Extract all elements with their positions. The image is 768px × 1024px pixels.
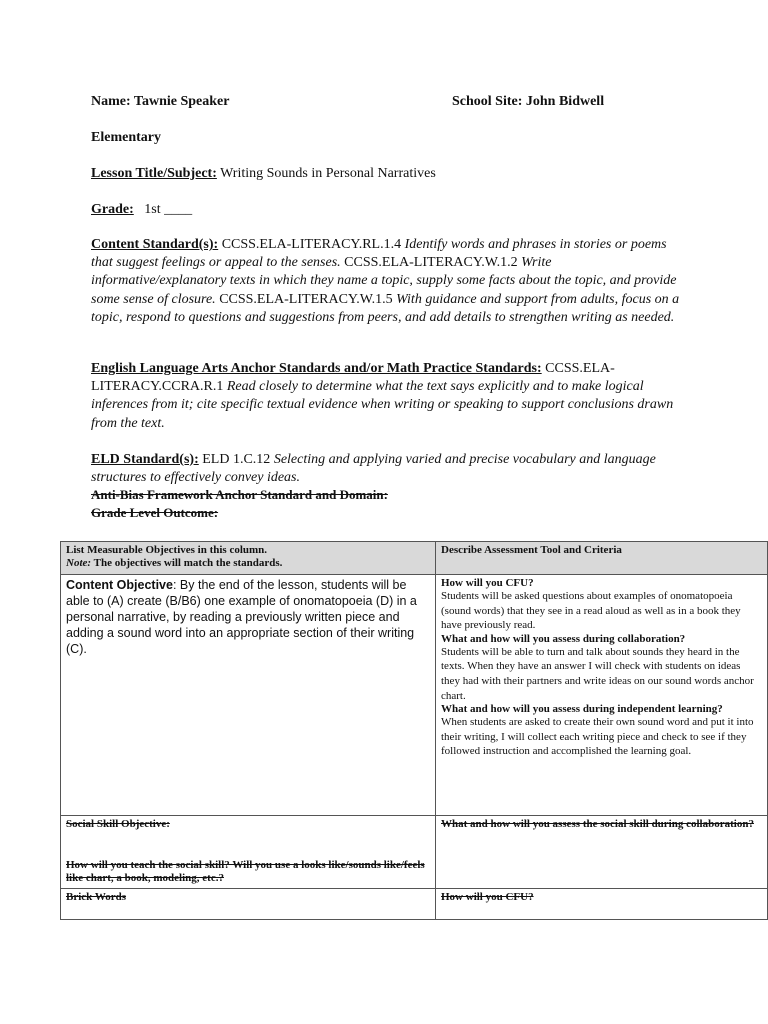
grade-blank: ____ [164,202,193,217]
anchor-standards-label: English Language Arts Anchor Standards and/or Math Practice Standards: [91,361,542,376]
content-objective-cell [61,575,436,816]
collaboration-question: What and how will you assess during collaboration? [441,632,686,645]
brick-words-cell [61,889,436,920]
social-skill-assess-cell [436,816,768,889]
anchor-standard-code: CCSS.ELA-LITERACY.CCRA.R.1 [91,361,615,395]
social-skill-question: How will you teach the social skill? Will you use a looks like/sounds like/feels like chart, a book, modeling, etc.? [66,859,425,884]
objectives-header-line1: List Measurable Objectives in this column. [66,544,268,556]
note-label: Note: [66,557,92,569]
brick-cfu: How will you CFU? [441,891,534,903]
table-row [61,575,768,816]
brick-words: Brick Words [66,891,127,903]
school-value: John Bidwell [525,94,605,109]
assessment-column-header: Describe Assessment Tool and Criteria [436,542,768,575]
brick-cfu-cell [436,889,768,920]
social-skill-objective: Social Skill Objective: [66,818,170,830]
anti-bias-framework: Anti-Bias Framework Anchor Standard and Domain: [91,487,388,502]
standard-2-code: CCSS.ELA-LITERACY.W.1.2 [344,255,518,271]
name-label: Name: [91,94,131,109]
objectives-column-header [61,542,436,575]
table-header-row [61,542,768,575]
anchor-standard-text: Read closely to determine what the text says explicitly and to make logical inferences from it; cite specific textual evidence when writing or speaking to support conclusions drawn from the text. [91,379,674,431]
table-row [61,816,768,889]
eld-standard-text: Selecting and applying varied and precise vocabulary and language structures to effectively convey ideas. [91,452,656,486]
content-objective-text: : By the end of the lesson, students will be able to (A) create (B/B6) one example of onomatopoeia (D) in a personal narrative, by reading a previously written piece and adding a sound word into an appropriate section of their writing (C). [66,578,417,656]
grade [91,202,192,218]
social-skill-cell [61,816,436,889]
lesson-title-label: Lesson Title/Subject: [91,166,217,181]
objectives-table [60,541,768,920]
name-value: Tawnie Speaker [133,94,230,109]
eld-standards [91,451,681,487]
independent-answer: When students are asked to create their own sound word and put it into their writing, I will collect each writing piece and check to see if they followed instruction and accomplished the learning goal. [441,716,754,758]
assessment-cell [436,575,768,816]
standard-2-text: Write informative/explanatory texts in which they name a topic, supply some facts about the topic, and provide some sense of closure. [91,255,677,307]
standard-1-code: CCSS.ELA-LITERACY.RL.1.4 [221,237,402,252]
grade-label: Grade: [91,202,134,217]
school-site [452,94,604,110]
content-objective-label: Content Objective [66,578,173,592]
content-standards-label: Content Standard(s): [91,237,219,252]
anchor-standards [91,360,681,433]
standard-3-code: CCSS.ELA-LITERACY.W.1.5 [219,291,393,307]
cfu-answer: Students will be asked questions about examples of onomatopoeia (sound words) that they see in a read aloud as well as in a book they have previously read. [441,590,741,632]
school-label: School Site: [452,94,523,109]
note-text: The objectives will match the standards. [93,557,283,569]
standard-3-text: With guidance and support from adults, focus on a topic, respond to questions and suggestions from peers, and add details to strengthen writing as needed. [91,291,680,325]
collaboration-answer: Students will be able to turn and talk about sounds they heard in the texts. When they have an answer I will check with students on ideas they had with their partners and write ideas on our sound words anchor chart. [441,645,754,702]
eld-standards-label: ELD Standard(s): [91,452,199,467]
lesson-title [91,166,436,182]
standard-1-text: Identify words and phrases in stories or poems that suggest feelings or appeal to the senses. [91,237,667,271]
lesson-title-value: Writing Sounds in Personal Narratives [220,166,436,181]
social-skill-assess: What and how will you assess the social skill during collaboration? [441,818,754,830]
cfu-question: How will you CFU? [441,577,534,589]
table-row [61,889,768,920]
school-line2: Elementary [91,130,161,145]
grade-value: 1st [144,202,161,217]
eld-standard-code: ELD 1.C.12 [202,452,271,467]
grade-level-outcome: Grade Level Outcome: [91,505,219,520]
content-standards [91,236,681,327]
header-row [91,94,691,114]
independent-question: What and how will you assess during independent learning? [441,703,723,716]
content-objective [66,577,430,657]
